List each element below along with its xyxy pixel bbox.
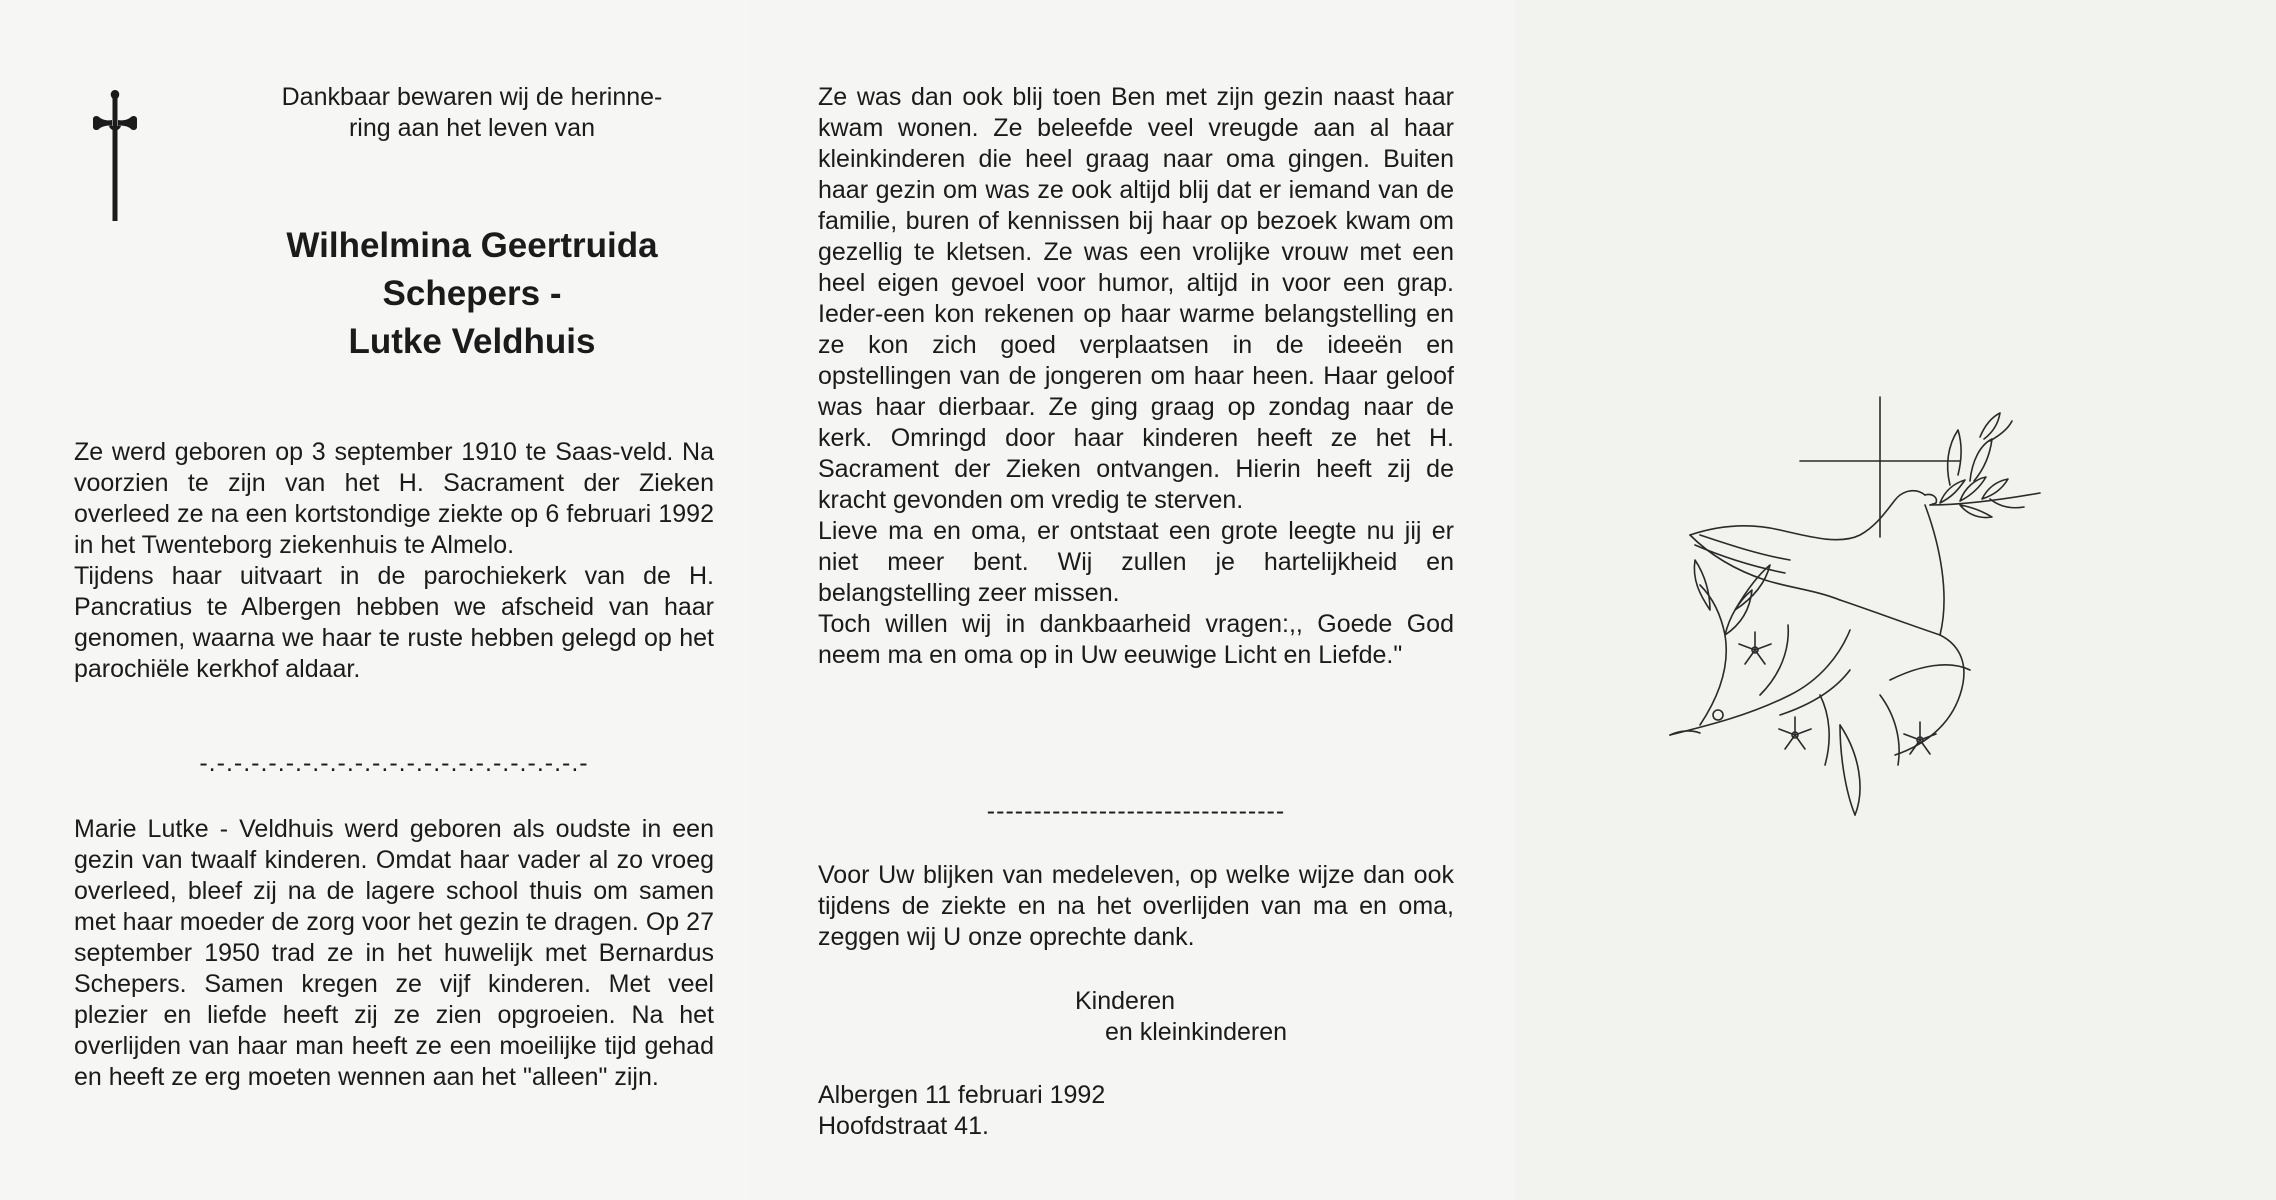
cross-dove-flowers-icon [1640, 395, 2100, 825]
separator-dashed: -------------------------------- [986, 797, 1286, 825]
biography-paragraph-2: Marie Lutke - Veldhuis werd geboren als oudste in een gezin van twaalf kinderen. Omdat haar vader al zo vroeg overleed, bleef zij na de lagere school thuis om samen met haar moeder de zorg voor het gezin te dragen. Op 27 september 1950 trad ze in het huwelijk met Bernardus Schepers. Samen kregen ze vijf kinderen. Met veel plezier en liefde heeft zij ze zien opgroeien. Na het overlijden van haar man heeft ze een moeilijke tijd gehad en heeft ze erg moeten wennen aan het "alleen" zijn. [74, 815, 714, 1091]
name-line-3: Lutke Veldhuis [348, 322, 596, 361]
name-line-2: Schepers - [382, 274, 562, 313]
deceased-name [232, 222, 712, 366]
signature-line-1: Kinderen [1075, 987, 1176, 1015]
intro-text [232, 82, 712, 144]
biography-paragraph-1: Ze werd geboren op 3 september 1910 te Saas-veld. Na voorzien te zijn van het H. Sacrament der Zieken overleed ze na een kortstondige ziekte op 6 februari 1992 in het Twenteborg ziekenhuis te Almelo. Tijdens haar uitvaart in de parochiekerk van de H. Pancratius te Albergen hebben we afscheid van haar genomen, waarna we haar te ruste hebben gelegd op het parochiële kerkhof aldaar. [74, 438, 714, 683]
cross-icon [90, 86, 140, 221]
left-panel [0, 0, 750, 1200]
address: Hoofdstraat 41. [818, 1112, 989, 1140]
separator-dotted: -.-.-.-.-.-.-.-.-.-.-.-.-.-.-.-.-.-.-.-.-.-.- [199, 749, 589, 777]
place-date: Albergen 11 februari 1992 [818, 1081, 1106, 1109]
biography-paragraph-3: Ze was dan ook blij toen Ben met zijn gezin naast haar kwam wonen. Ze beleefde veel vreugde aan al haar kleinkinderen die heel graag naar oma gingen. Buiten haar gezin om was ze ook altijd blij dat er iemand van de familie, buren of kennissen bij haar op bezoek kwam om gezellig te kletsen. Ze was een vrolijke vrouw met een heel eigen gevoel voor humor, altijd in voor een grap. Ieder-een kon rekenen op haar warme belangstelling en ze kon zich goed verplaatsen in de ideeën en opstellingen van de jongeren om haar heen. Haar geloof was haar dierbaar. Ze ging graag op zondag naar de kerk. Omringd door haar kinderen heeft ze het H. Sacrament der Zieken ontvangen. Hierin heeft zij de kracht gevonden om vredig te sterven. Lieve ma en oma, er ontstaat een grote leegte nu jij er niet meer bent. Wij zullen je hartelijkheid en belangstelling zeer missen. Toch willen wij in dankbaarheid vragen:,, Goede God neem ma en oma op in Uw eeuwige Licht en Liefde." [818, 83, 1454, 669]
intro-line-1: Dankbaar bewaren wij de herinne- [281, 83, 663, 111]
name-line-1: Wilhelmina Geertruida [286, 226, 658, 265]
intro-line-2: ring aan het leven van [348, 114, 595, 142]
thanks-paragraph: Voor Uw blijken van medeleven, op welke wijze dan ook tijdens de ziekte en na het overlijden van ma en oma, zeggen wij U onze oprechte dank. [818, 861, 1454, 951]
signature-line-2: en kleinkinderen [1105, 1018, 1288, 1046]
